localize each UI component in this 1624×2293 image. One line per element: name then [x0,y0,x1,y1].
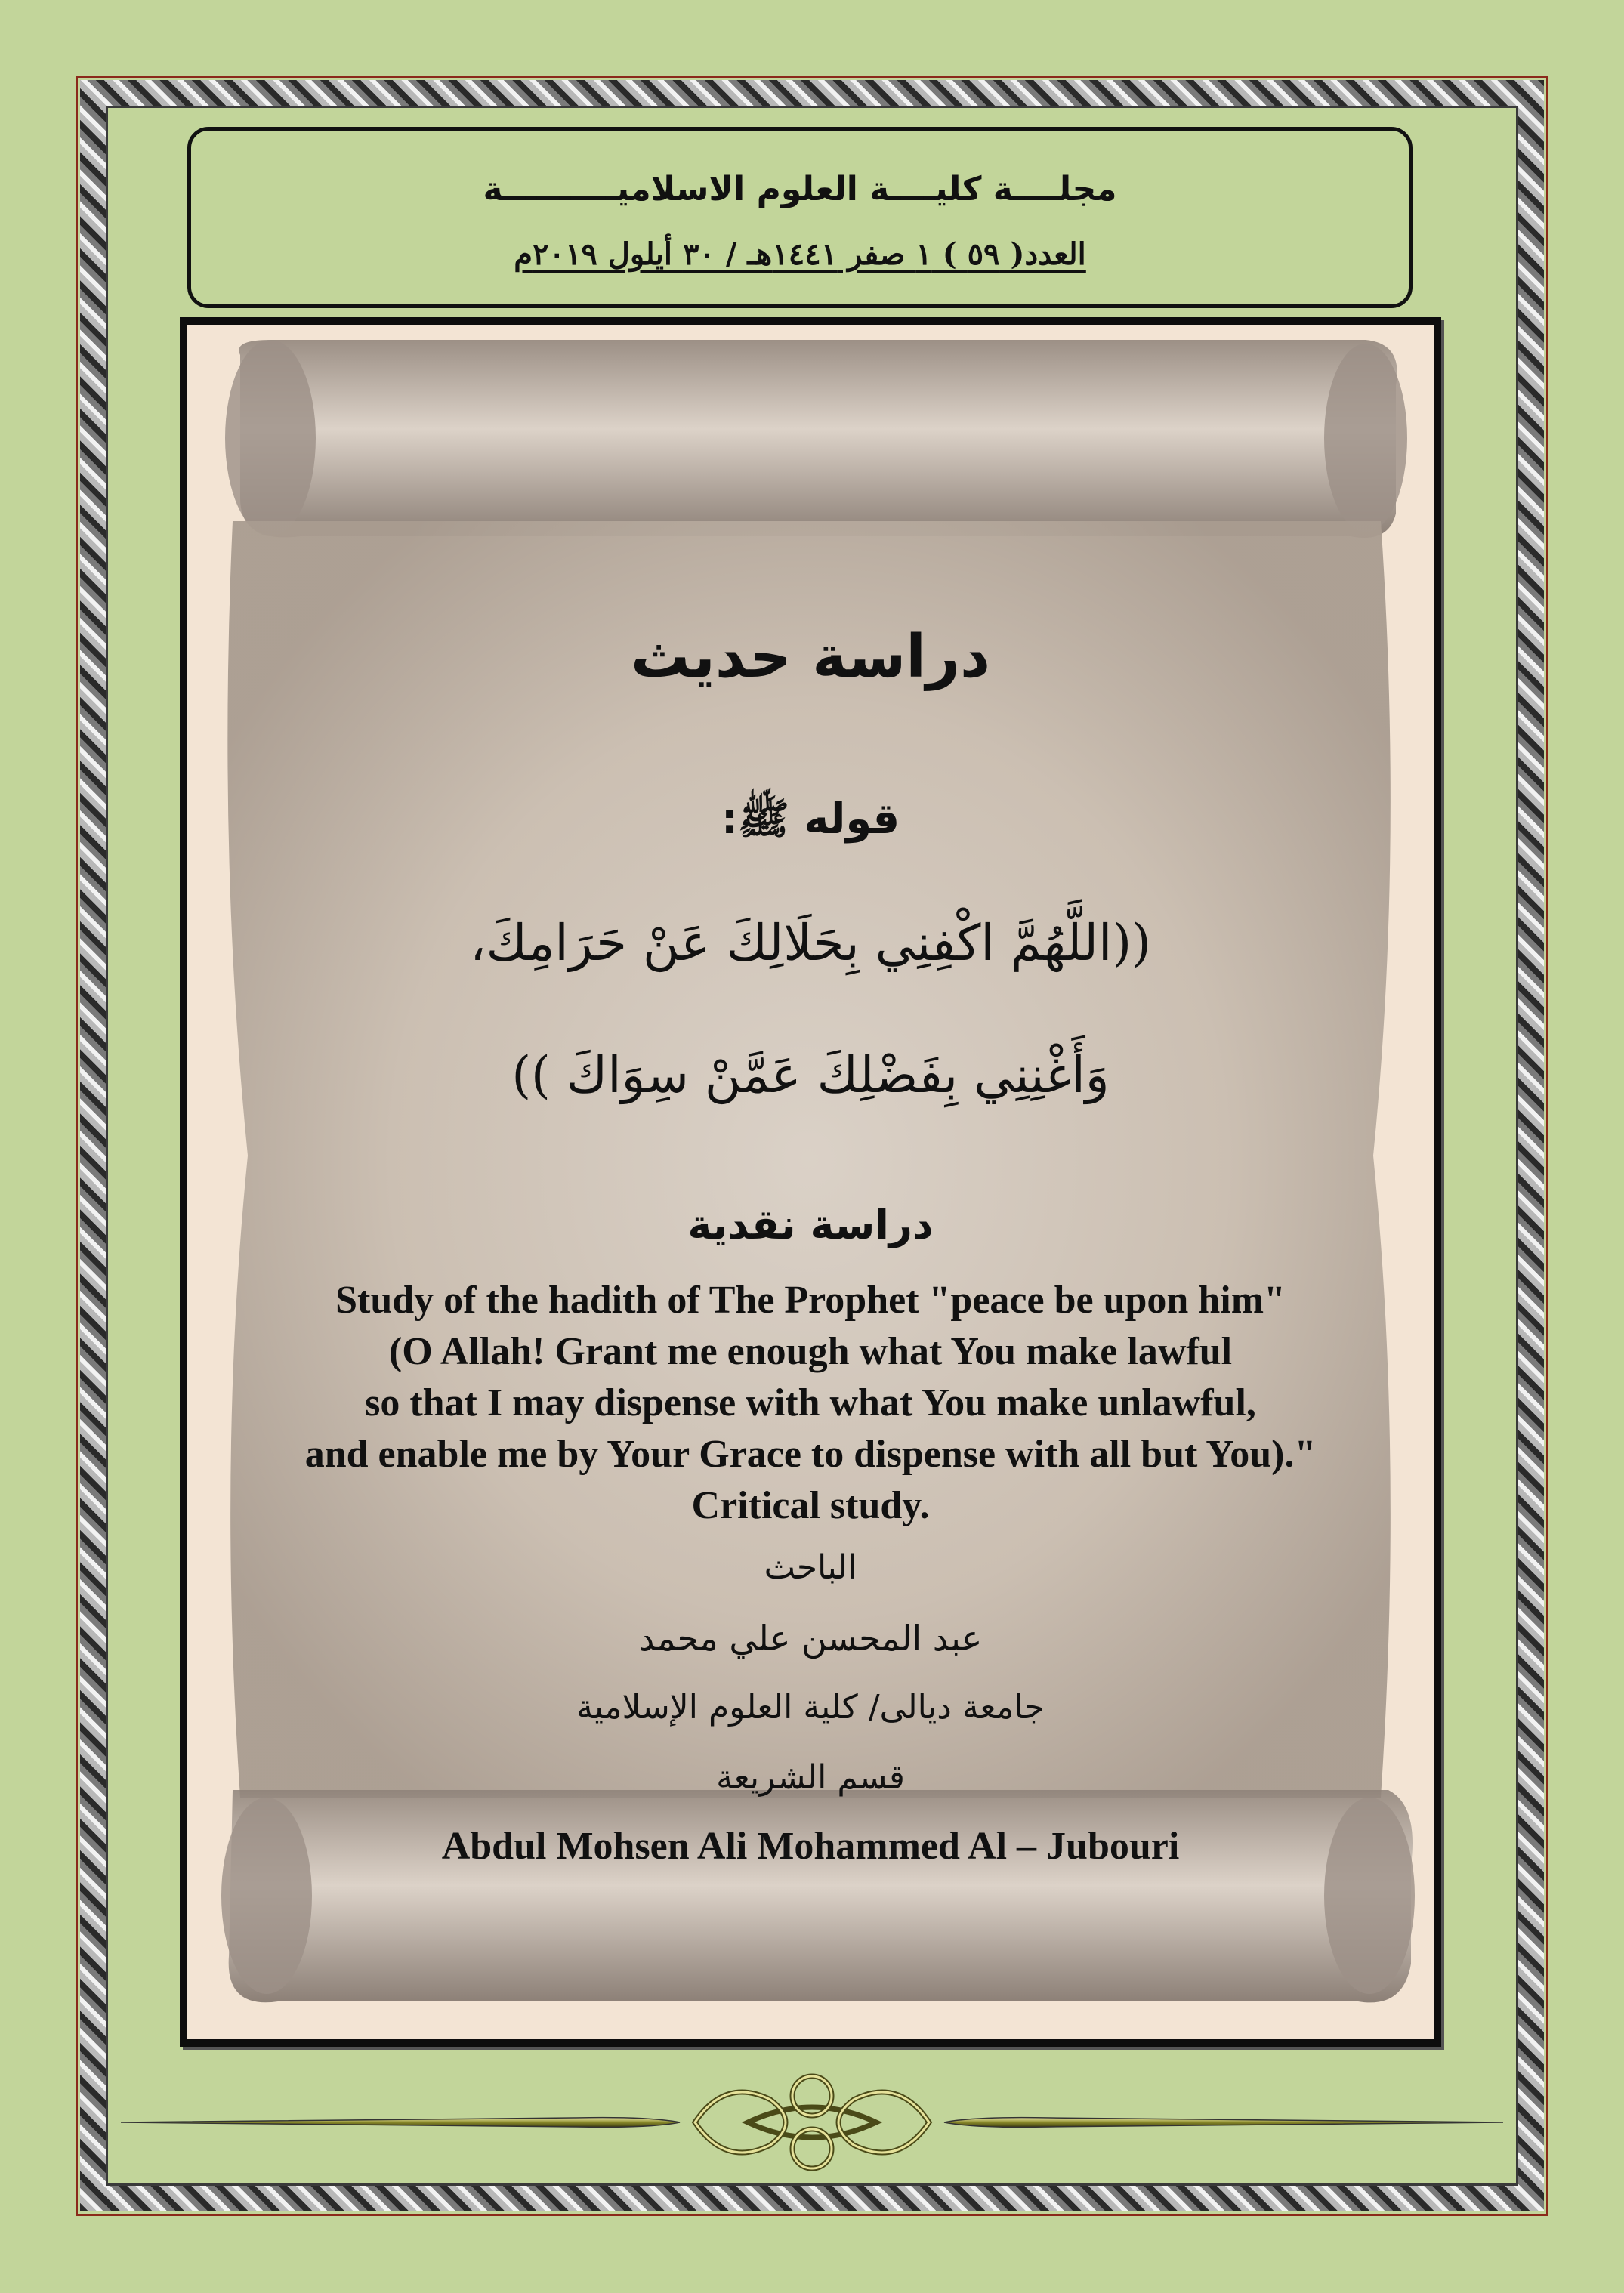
author-department: قسم الشريعة [716,1758,905,1797]
author-name-english: Abdul Mohsen Ali Mohammed Al – Jubouri [441,1825,1180,1868]
hadith-text-line-1: ((اللَّهُمَّ اكْفِنِي بِحَلَالِكَ عَنْ حَرَامِكَ، [470,914,1151,972]
issue-line: العدد( ٥٩ ) ١ صفر ١٤٤١هـ / ٣٠ أيلول ٢٠١٩م [514,236,1086,272]
english-title-line: Critical study. [691,1484,930,1527]
journal-header [187,127,1413,308]
scroll-panel [180,317,1441,2047]
saying-intro: قوله ﷺ: [721,795,900,844]
author-affiliation: جامعة ديالى/ كلية العلوم الإسلامية [576,1688,1045,1727]
study-type: دراسة نقدية [687,1201,934,1248]
hadith-text-line-2: وَأَغْنِنِي بِفَضْلِكَ عَمَّنْ سِوَاكَ )) [511,1046,1110,1104]
author-name-arabic: عبد المحسن علي محمد [638,1618,983,1659]
article-main-title: دراسة حديث [631,623,990,691]
english-title-line: and enable me by Your Grace to dispense with all but You)." [304,1433,1317,1476]
decorative-scroll-ornament [121,2062,1503,2183]
english-title-line: (O Allah! Grant me enough what You make lawful [388,1330,1233,1373]
english-title-line: Study of the hadith of The Prophet "peace be upon him" [335,1279,1286,1322]
researcher-label: الباحث [764,1548,857,1587]
journal-title: مجلــــة كليــــة العلوم الاسلاميــــــــــة [483,170,1117,208]
english-title-line: so that I may dispense with what You make unlawful, [365,1381,1256,1424]
